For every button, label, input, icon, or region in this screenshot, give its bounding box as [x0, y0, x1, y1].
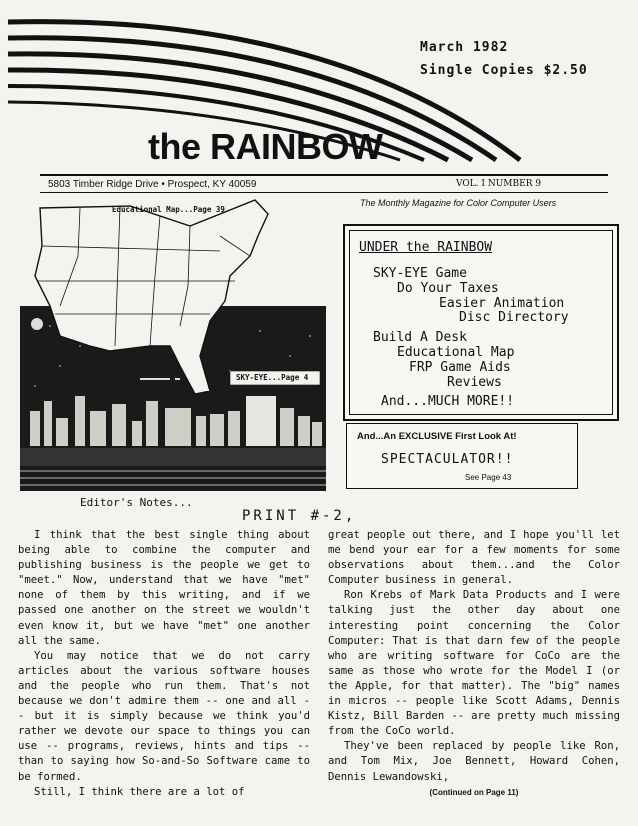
toc-item-map: Educational Map [397, 345, 515, 360]
toc-item-reviews: Reviews [447, 375, 502, 390]
magazine-tagline: The Monthly Magazine for Color Computer Users [360, 198, 557, 208]
single-copy-price: Single Copies $2.50 [420, 63, 588, 78]
toc-item-frp: FRP Game Aids [409, 360, 511, 375]
toc-item-desk: Build A Desk [373, 330, 467, 345]
toc-item-taxes: Do Your Taxes [397, 281, 499, 296]
spectaculator-lead: And...An EXCLUSIVE First Look At! [357, 431, 517, 442]
magazine-title: the RAINBOW [148, 126, 383, 167]
toc-item-disc-directory: Disc Directory [459, 310, 569, 325]
contents-box [343, 224, 619, 421]
issue-date: March 1982 [420, 40, 509, 55]
masthead-rule [40, 174, 608, 176]
article-column-right [328, 528, 620, 800]
map-caption: Educational Map...Page 39 [112, 205, 225, 214]
right-paragraph-1: great people out there, and I hope you'll let me bend your ear for a few moments for some observations about them...and the Color Computer business in general. [328, 529, 620, 587]
right-paragraph-3: They've been replaced by people like Ron, and Tom Mix, Joe Bennett, Howard Cohen, Dennis Lewandowski, [328, 740, 620, 783]
article-headline: PRINT #-2, [242, 508, 357, 524]
spectaculator-title: SPECTACULATOR!! [381, 452, 514, 467]
continued-notice: (Continued on Page 11) [429, 787, 519, 797]
left-paragraph-1: I think that the best single thing about being able to combine the computer and publishing business is the people we get to "meet." Now, understand that we have "met" none of them by this writing, and if we passed one another on the street we wouldn't even know it, but we have "met" one another all the same. [18, 529, 310, 647]
cover-artwork [20, 196, 330, 496]
toc-item-skyeye: SKY-EYE Game [373, 266, 467, 281]
toc-item-more: And...MUCH MORE!! [381, 394, 515, 409]
editors-notes-kicker: Editor's Notes... [80, 496, 193, 509]
masthead-rule-lower [40, 192, 608, 193]
article-column-left [18, 528, 310, 800]
publisher-address: 5803 Timber Ridge Drive • Prospect, KY 40059 [48, 179, 257, 190]
left-paragraph-2: You may notice that we do not carry articles about the various software houses and the people who run them. That's not because we don't admire them -- one and all -- but it is simply because we think you'd rather we devote our space to things you can use -- programs, reviews, hints and tips -- than to saying how So-and-So Software came to be formed. [18, 649, 310, 783]
left-paragraph-3: Still, I think there are a lot of [34, 785, 245, 798]
spectaculator-page-ref: See Page 43 [465, 473, 512, 482]
toc-item-animation: Easier Animation [439, 296, 565, 311]
skyeye-caption: SKY-EYE...Page 4 [236, 373, 309, 382]
spectaculator-box [346, 423, 578, 489]
right-paragraph-2: Ron Krebs of Mark Data Products and I were talking just the other day about one interesting point concerning the Color Computer: That is that darn few of the people who are writing software for CoCo are the same as those who wrote for the Model I (or the Apple, for that matter). The "big" names in micros -- people like Scott Adams, Dennis Kistz, Bill Barden -- are pretty much missing from the CoCo world. [328, 589, 620, 738]
contents-heading: UNDER the RAINBOW [359, 240, 493, 255]
volume-number: VOL. I NUMBER 9 [456, 179, 542, 189]
